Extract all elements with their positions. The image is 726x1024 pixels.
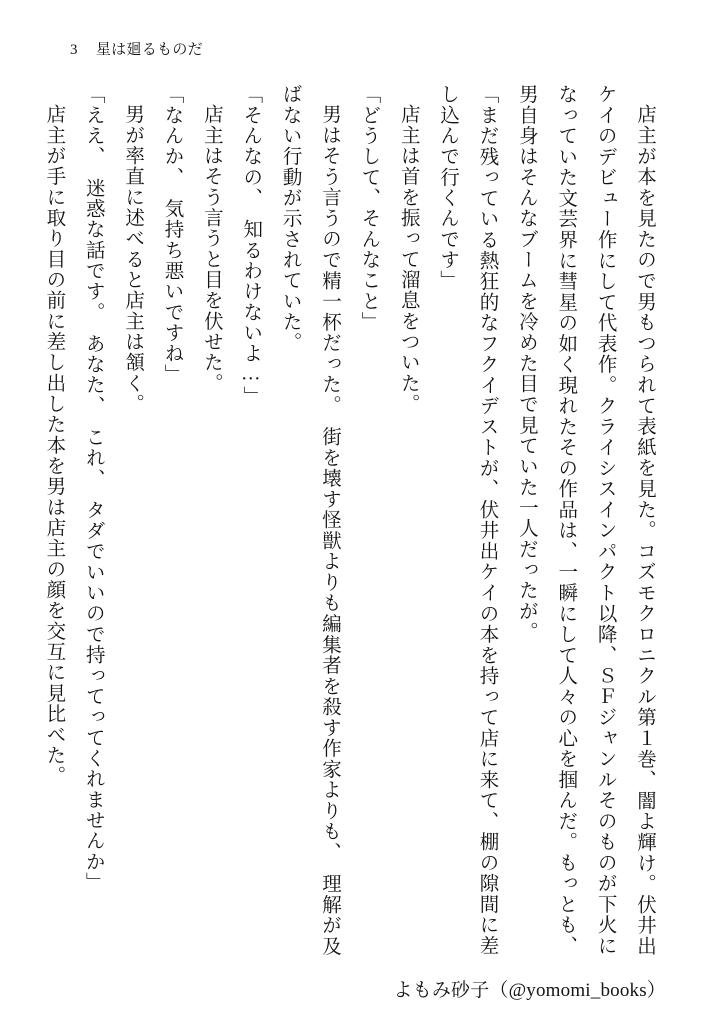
paragraph: 店主はそう言うと目を伏せた。 bbox=[200, 103, 222, 393]
body-text bbox=[34, 84, 664, 956]
chapter-title: 星は廻るものだ bbox=[95, 42, 203, 58]
paragraph: 店主が本を見たので男もつられて表紙を見た。コズモクロニクル第１巻、闇よ輝け。伏井出ケイのデビュー作にして代表作。クライシスインパクト以降、ＳＦジャンルそのものが下火になっていた文芸界に彗星の如く現れたその作品は、一瞬にして人々の心を掴んだ。もっとも、男自身はそんなブームを冷めた目で見ていた一人だったが。 bbox=[515, 84, 655, 956]
paragraph: 「どうして、そんなこと」 bbox=[358, 84, 380, 333]
paragraph: 「ええ、 迷惑な話です。 あなた、 これ、 タダでいいので持ってってくれませんか」 bbox=[82, 84, 104, 893]
paragraph: 店主は首を振って溜息をついた。 bbox=[397, 103, 419, 414]
paragraph: 「なんか、 気持ち悪いですね」 bbox=[161, 84, 183, 385]
author-credit: よもみ砂子（@yomomi_books） bbox=[393, 980, 666, 1001]
running-head bbox=[70, 38, 203, 59]
paragraph: 店主が手に取り目の前に差し出した本を男は店主の顔を交互に見比べた。 bbox=[43, 103, 65, 786]
paragraph: 男が率直に述べると店主は頷く。 bbox=[122, 103, 144, 414]
paragraph: 男はそう言うので精一杯だった。 街を壊す怪獣よりも編集者を殺す作家よりも、 理解が及ばない行動が示されていた。 bbox=[279, 84, 340, 956]
page-number: 3 bbox=[70, 42, 78, 58]
paragraph: 「そんなの、 知るわけないよ…」 bbox=[240, 84, 262, 407]
paragraph: 「まだ残っている熱狂的なフクイデストが、伏井出ケイの本を持って店に来て、棚の隙間に差し込んで行くんです」 bbox=[437, 84, 498, 956]
